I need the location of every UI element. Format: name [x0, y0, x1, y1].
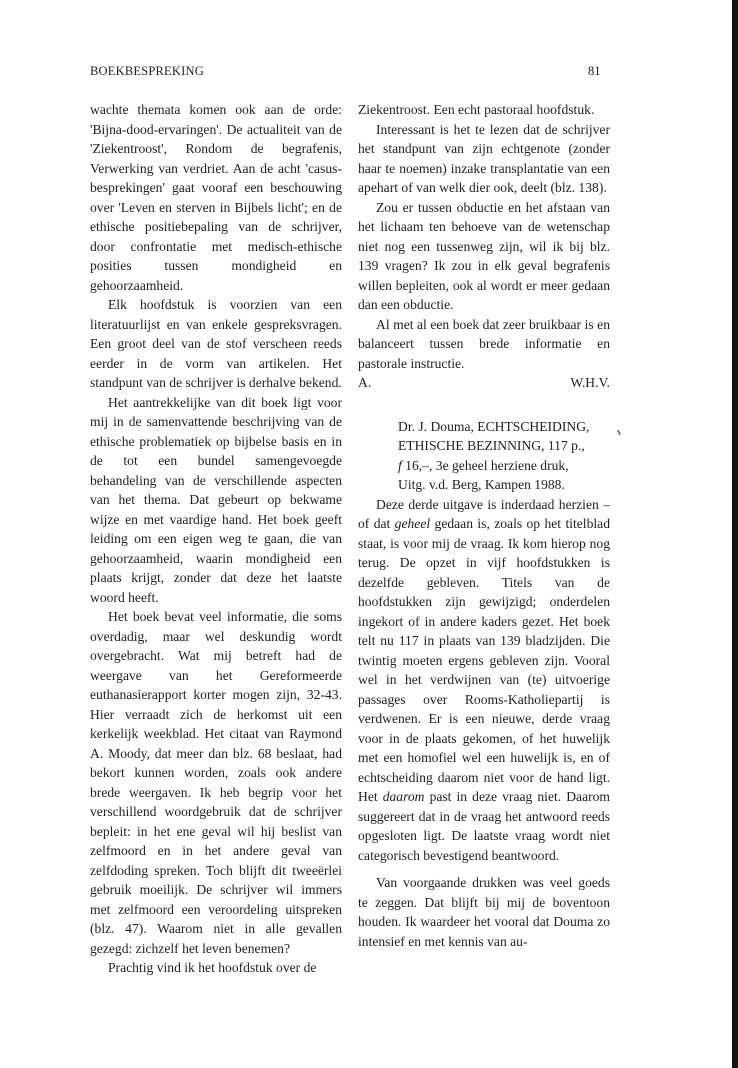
paragraph: wachte themata komen ook aan de orde: 'Bijna-dood-ervaringen'. De actualiteit van de 'Ziekentroost', Rondom de begrafenis, Verwerking van verdriet. Aan de acht 'casus-besprekingen' gaat vooraf een beschouwing over 'Leven en sterven in Bijbels licht'; en de ethische positiebepaling van de schrijver, door confrontatie met medisch-ethische posities tussen mondigheid en gehoorzaamheid.	[90, 102, 342, 293]
paragraph: Zou er tussen obductie en het afstaan van het lichaam ten behoeve van de wetenschap niet nog een tussenweg zijn, wil ik bij blz. 139 vragen? Ik zou in elk geval begrafenis willen bepleiten, ook al wordt er meer gedaan dan een obductie.	[358, 199, 610, 312]
reference-line: Dr. J. Douma, ECHTSCHEIDING,	[398, 418, 590, 434]
paragraph	[358, 495, 610, 866]
paragraph-text: past in deze vraag niet. Daarom suggereert dat in de vraag het antwoord reeds opgesloten ligt. De laatste vraag wordt niet categorisch bevestigend beantwoord.	[358, 789, 611, 863]
book-reference	[398, 417, 610, 495]
reference-line: ETHISCHE BEZINNING, 117 p.,	[398, 438, 585, 453]
page-number: 81	[588, 64, 601, 78]
signature-author: W.H.V.	[570, 375, 610, 390]
paragraph: Elk hoofdstuk is voorzien van een literatuurlijst en van enkele gespreksvragen. Een groot deel van de stof verscheen reeds eerder in de vorm van artikelen. Het standpunt van de schrijver is derhalve bekend.	[90, 297, 342, 390]
emphasis: daarom	[382, 789, 425, 804]
paragraph: Ziekentroost. Een echt pastoraal hoofdstuk.	[358, 102, 595, 117]
paragraph: Het boek bevat veel informatie, die soms overdadig, maar wel deskundig wordt overgebracht. Wat mij betreft had de weergave van het Gereformeerde euthanasierapport korter mogen zijn, 32-43. Hier verraadt zich de herkomst uit een kerkelijk weekblad. Het citaat van Raymond A. Moody, dat meer dan blz. 68 beslaat, had bekort kunnen worden, zoals ook andere brede weergaven. Ik heb begrip voor het verschillend woordgebruik dat de schrijver bepleit: in het ene geval wil hij beslist van zelfmoord en in het andere geval van zelfdoding spreken. Toch blijft dit tweeërlei gebruik moeilijk. De schrijver wil immers met zelfmoord een veroordeling uitspreken (blz. 47). Waarom niet in alle gevallen gezegd: zichzelf het leven benemen?	[90, 609, 342, 956]
review-signature	[358, 373, 610, 393]
paragraph-text: Deze derde uitgave is inderdaad herzien – of dat	[358, 496, 610, 531]
signature-initial: A.	[358, 375, 372, 390]
currency-symbol: f	[398, 457, 402, 473]
reference-line: Uitg. v.d. Berg, Kampen 1988.	[398, 477, 565, 492]
paragraph: Al met al een boek dat zeer bruikbaar is en balanceert tussen brede informatie en pastorale instructie.	[358, 316, 610, 371]
page-edge-shadow	[732, 0, 738, 1068]
paragraph: Van voorgaande drukken was veel goeds te zeggen. Dat blijft bij mij de boventoon houden. Ik waardeer het vooral dat Douma zo intensief en met kennis van au-	[358, 875, 610, 949]
paragraph: Prachtig vind ik het hoofdstuk over de	[108, 960, 317, 975]
left-column	[90, 100, 342, 978]
paragraph: Het aantrekkelijke van dit boek ligt voor mij in de samenvattende beschrijving van de ethische problematiek op bijbelse basis en in de tot een bundel samengevoegde behandeling van de verschillende aspecten van het thema. Dat gebeurt op bekwame wijze en met vaardige hand. Het boek geeft leiding om een eigen weg te gaan, die van gehoorzaamheid, waarin mondigheid een plaats krijgt, zonder dat deze het laatste woord heeft.	[90, 394, 342, 605]
paragraph-text: gedaan is, zoals op het titelblad staat, is voor mij de vraag. Ik kom hierop nog terug. De opzet in vijf hoofdstukken is dezelfde gebleven. Titels van de hoofdstukken zijn gewijzigd; onderdelen ingekort of in andere kaders gezet. Het boek telt nu 117 in plaats van 139 bladzijden. Die twintig moeten ergens gebleven zijn. Vooral wel in het verdwijnen van (te) uitvoerige passages over Rooms-Katholiepartij is verdwenen. Er is een nieuwe, derde vraag voor in de plaats gekomen, of het huwelijk met een homofiel wel een huwelijk is, en of echtscheiding daarom niet voor de hand ligt. Het	[358, 516, 610, 804]
reference-line	[398, 456, 610, 476]
paragraph: Interessant is het te lezen dat de schrijver het standpunt van zijn echtgenote (zonder haar te noemen) inzake transplantatie van een apehart of van welk dier ook, deelt (blz. 138).	[358, 121, 610, 195]
running-title: BOEKBESPREKING	[90, 64, 204, 78]
emphasis: geheel	[394, 516, 431, 531]
stray-mark	[617, 430, 621, 435]
right-column	[358, 100, 610, 951]
reference-price: 16,–, 3e geheel herziene druk,	[401, 457, 569, 473]
